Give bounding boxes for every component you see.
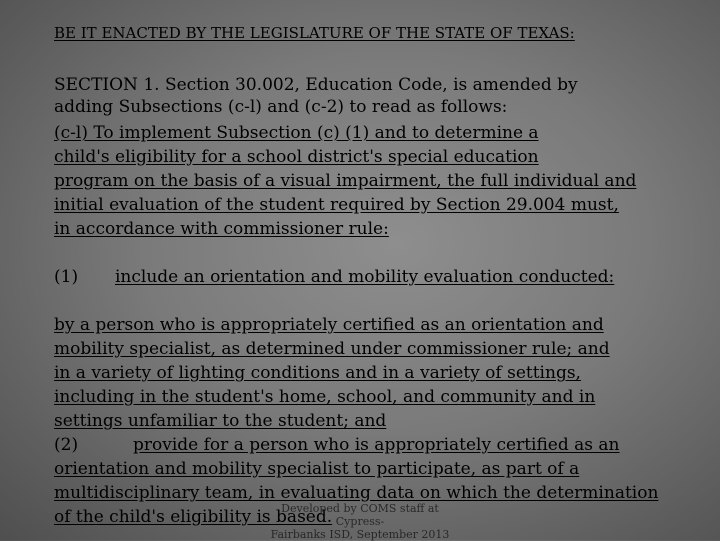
subsection-c1-line-1: (c-l) To implement Subsection (c) (1) and to determine a: [54, 123, 539, 143]
item-2-number: (2): [54, 435, 79, 455]
continuation-line-2: mobility specialist, as determined under commissioner rule; and: [54, 339, 610, 359]
continuation-line-4: including in the student's home, school, and community and in: [54, 387, 596, 407]
item-2-line-3: of the child's eligibility is based.: [54, 507, 333, 527]
continuation-line-1: by a person who is appropriately certified as an orientation and: [54, 315, 604, 335]
subsection-c1-line-4: initial evaluation of the student required by Section 29.004 must,: [54, 195, 619, 215]
item-1-number: (1): [54, 267, 79, 287]
continuation-line-3: in a variety of lighting conditions and in a variety of settings,: [54, 363, 581, 383]
subsection-c1-line-3: program on the basis of a visual impairment, the full individual and: [54, 171, 637, 191]
subsection-c1-line-5: in accordance with commissioner rule:: [54, 219, 389, 239]
enacting-clause: BE IT ENACTED BY THE LEGISLATURE OF THE STATE OF TEXAS:: [54, 24, 575, 42]
section-line-1: SECTION 1. Section 30.002, Education Code, is amended by: [54, 75, 578, 95]
item-1-text: include an orientation and mobility evaluation conducted:: [115, 267, 615, 287]
item-2-line-1: orientation and mobility specialist to participate, as part of a: [54, 459, 580, 479]
subsection-c1-line-2: child's eligibility for a school district's special education: [54, 147, 539, 167]
footer-line-2: Fairbanks ISD, September 2013: [270, 528, 450, 541]
item-2-line-2: multidisciplinary team, in evaluating data on which the determination: [54, 483, 659, 503]
footer-line-1: Developed by COMS staff at Cypress-: [281, 502, 439, 528]
section-line-2: adding Subsections (c-l) and (c-2) to read as follows:: [54, 97, 508, 117]
continuation-line-5: settings unfamiliar to the student; and: [54, 411, 387, 431]
item-2-text: provide for a person who is appropriately certified as an: [133, 435, 620, 455]
slide-footer: [260, 502, 460, 541]
